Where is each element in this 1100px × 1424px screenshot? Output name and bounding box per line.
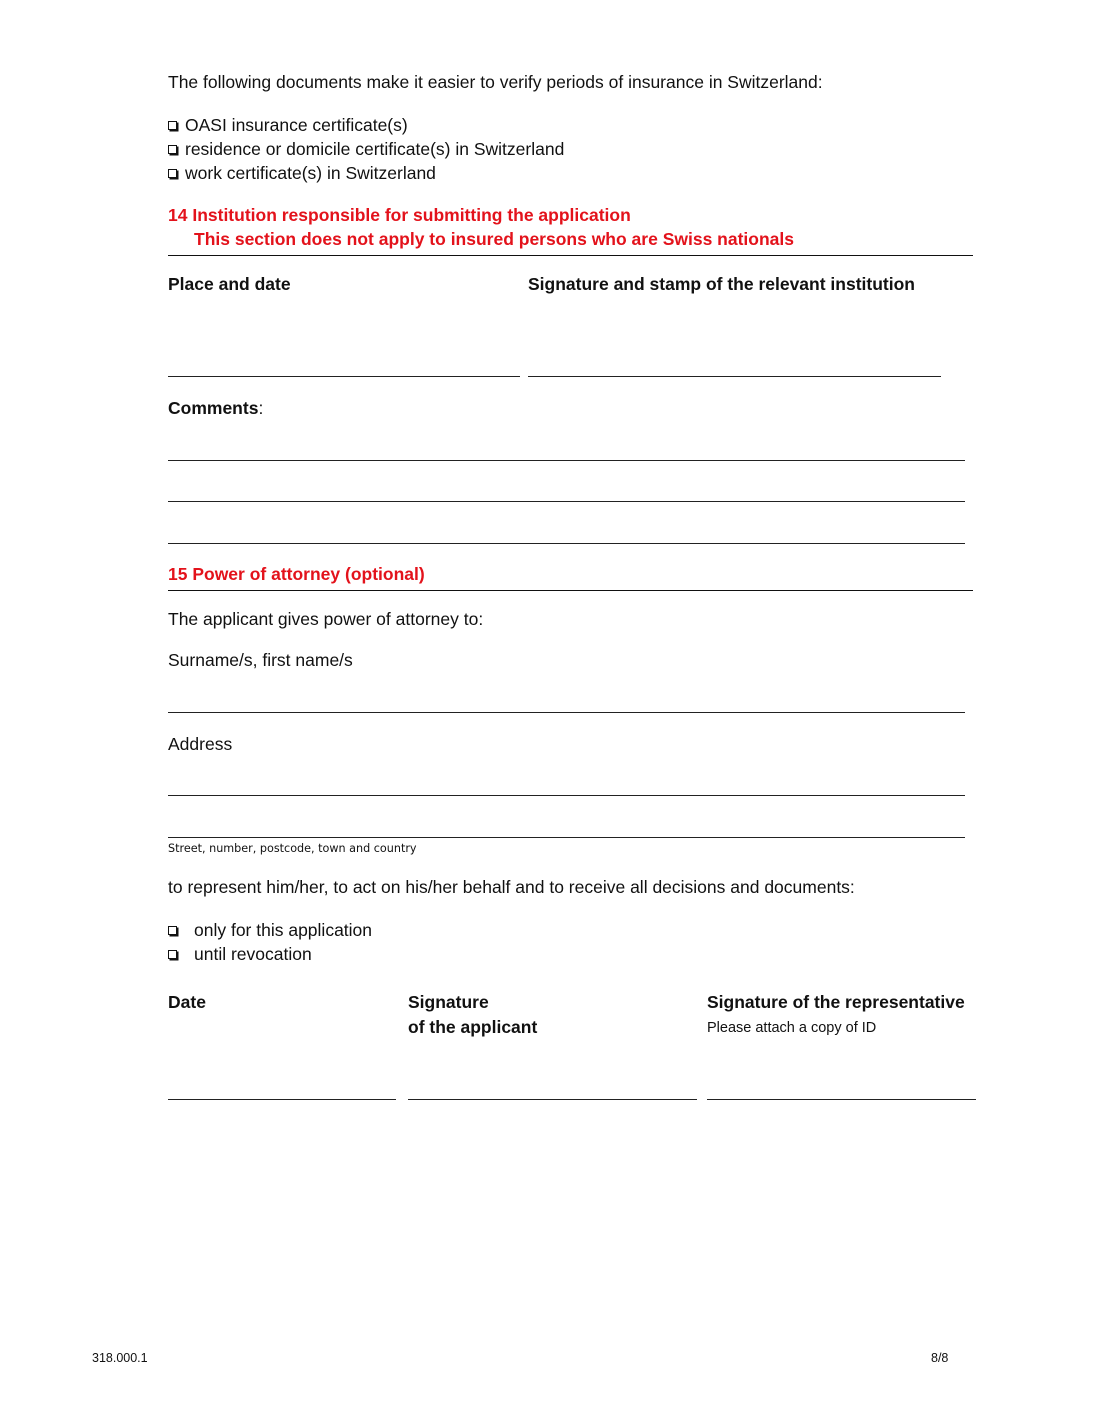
- address-line-2[interactable]: [168, 837, 965, 838]
- page-number: 8/8: [931, 1351, 949, 1365]
- address-line-1[interactable]: [168, 795, 965, 796]
- checkbox-icon[interactable]: [168, 145, 177, 154]
- place-date-line[interactable]: [168, 376, 520, 377]
- checklist-label: work certificate(s) in Switzerland: [185, 163, 436, 183]
- represent-text: to represent him/her, to act on his/her behalf and to receive all decisions and documents:: [168, 877, 855, 897]
- option-item: [168, 942, 372, 966]
- attorney-intro: The applicant gives power of attorney to:: [168, 609, 484, 629]
- checklist-item: [168, 113, 564, 137]
- checklist-item: [168, 161, 564, 185]
- section15-title: 15 Power of attorney (optional): [168, 564, 425, 584]
- option-item: [168, 918, 372, 942]
- checkbox-icon[interactable]: [168, 169, 177, 178]
- name-label: Surname/s, first name/s: [168, 650, 353, 670]
- date-line[interactable]: [168, 1099, 396, 1100]
- checklist-label: residence or domicile certificate(s) in Switzerland: [185, 139, 565, 159]
- checkbox-icon[interactable]: [168, 121, 177, 130]
- applicant-signature-label-2: of the applicant: [408, 1017, 538, 1037]
- intro-text: The following documents make it easier to verify periods of insurance in Switzerland:: [168, 72, 823, 92]
- institution-signature-label: Signature and stamp of the relevant institution: [528, 274, 915, 294]
- institution-signature-line[interactable]: [528, 376, 941, 377]
- representative-id-hint: Please attach a copy of ID: [707, 1020, 877, 1036]
- comments-line-1[interactable]: [168, 460, 965, 461]
- checklist-item: [168, 137, 564, 161]
- option-label: only for this application: [194, 920, 373, 940]
- representative-signature-label: Signature of the representative: [707, 992, 965, 1012]
- address-hint: Street, number, postcode, town and country: [168, 842, 417, 855]
- comments-label: Comments:: [168, 398, 264, 418]
- checkbox-icon[interactable]: [168, 950, 177, 959]
- section14-subtitle: This section does not apply to insured persons who are Swiss nationals: [194, 229, 794, 249]
- comments-line-2[interactable]: [168, 501, 965, 502]
- option-label: until revocation: [194, 944, 312, 964]
- checkbox-icon[interactable]: [168, 926, 177, 935]
- applicant-signature-line[interactable]: [408, 1099, 697, 1100]
- comments-line-3[interactable]: [168, 543, 965, 544]
- place-date-label: Place and date: [168, 274, 291, 294]
- section15-divider: [168, 590, 973, 591]
- address-label: Address: [168, 734, 233, 754]
- date-label: Date: [168, 992, 206, 1012]
- section14-title: 14 Institution responsible for submitting the application: [168, 205, 631, 225]
- attorney-options: [168, 918, 372, 966]
- applicant-signature-label-1: Signature: [408, 992, 489, 1012]
- section14-divider: [168, 255, 973, 256]
- form-number: 318.000.1: [92, 1351, 148, 1365]
- document-checklist: [168, 113, 564, 185]
- name-line[interactable]: [168, 712, 965, 713]
- checklist-label: OASI insurance certificate(s): [185, 115, 408, 135]
- representative-signature-line[interactable]: [707, 1099, 976, 1100]
